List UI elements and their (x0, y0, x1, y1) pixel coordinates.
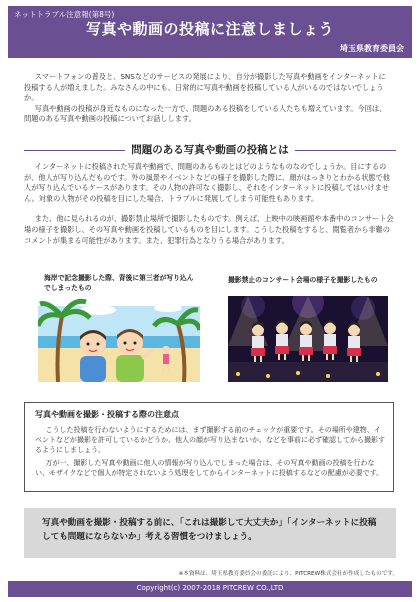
credit-note: ※本資料は、埼玉県教育委員会の委託により、PITCREW株式会社が作成したものです。 (178, 571, 398, 577)
summary-banner (24, 508, 396, 558)
series-label: ネットトラブル注意報(第8号) (14, 10, 115, 19)
copyright-text: Copyright(c) 2007-2018 PITCREW CO.,LTD (136, 584, 284, 592)
notes-body (35, 425, 385, 480)
beach-image-caption: 海岸で記念撮影した際、背後に第三者が写り込んでしまったもの (44, 274, 194, 292)
intro-text (24, 72, 392, 125)
section-title: 問題のある写真や動画の投稿とは (125, 142, 295, 157)
intro-paragraph: 写真や動画の投稿が身近なものになった一方で、問題のある投稿をしている人たちも増えています。今回は、問題のある写真や動画の投稿についてお話しします。 (24, 103, 387, 124)
summary-text: 写真や動画を撮影・投稿する前に、「これは撮影して大丈夫か」「インターネットに投稿しても問題にならないか」考える習慣をつけましょう。 (42, 518, 377, 542)
notes-title: 写真や動画を撮影・投稿する際の注意点 (35, 410, 179, 419)
organization-label: 埼玉県教育委員会 (340, 44, 404, 53)
body-paragraph: また、他に見られるのが、撮影禁止場所で撮影したものです。例えば、上映中の映画館や本番中のコンサート会場の様子を撮影し、その写真や動画を投稿しているものを目にします。こうした投稿をすると、閲覧者から非難のコメントが集まる可能性があります。また、犯罪行為となりうる場合があります。 (24, 214, 394, 245)
intro-paragraph: スマートフォンの普及と、SNSなどのサービスの発展により、自分が撮影した写真や動画をインターネットに投稿する人が増えました。みなさんの中にも、日常的に写真や動画を投稿している人がいるのではないでしょうか。 (24, 72, 386, 103)
section-body (24, 162, 396, 256)
section-heading (0, 138, 420, 157)
beach-photo-illustration (38, 296, 200, 382)
notes-box (24, 402, 394, 492)
header-band (8, 6, 412, 58)
footer-band (8, 581, 412, 597)
page-title: 写真や動画の投稿に注意しましょう (85, 20, 334, 38)
concert-image-caption: 撮影禁止のコンサート会場の様子を撮影したもの (228, 276, 378, 284)
notes-paragraph: 万が一、撮影した写真や動画に他人の情報が写り込んでしまった場合は、その写真や動画の投稿を行わない、モザイクなどで個人が特定されないよう処理をしてからインターネットに投稿するなどの配慮が必要です。 (35, 458, 384, 477)
body-paragraph: インターネットに投稿された写真や動画で、問題のあるものとはどのようなものなのでしょうか。目にするのが、他人が写り込んだものです。外の風景やイベントなどの様子を撮影した際に、顔がはっきりとわかる状態で他人が写り込んでいるケースがあります。その人物の許可なく撮影し、それをインターネットに投稿してはいけません。対象の人物がその投稿を目にした場合、トラブルに発展してしまう可能性もあります。 (24, 162, 390, 203)
notes-paragraph: こうした投稿を行わないようにするためには、まず撮影する前のチェックが重要です。その場所や建物、イベントなどが撮影を許可しているかどうか、他人の顔が写り込まないか、などを事前に必ず確認してから撮影するようにしましょう。 (35, 426, 385, 455)
concert-photo-illustration (228, 296, 388, 382)
